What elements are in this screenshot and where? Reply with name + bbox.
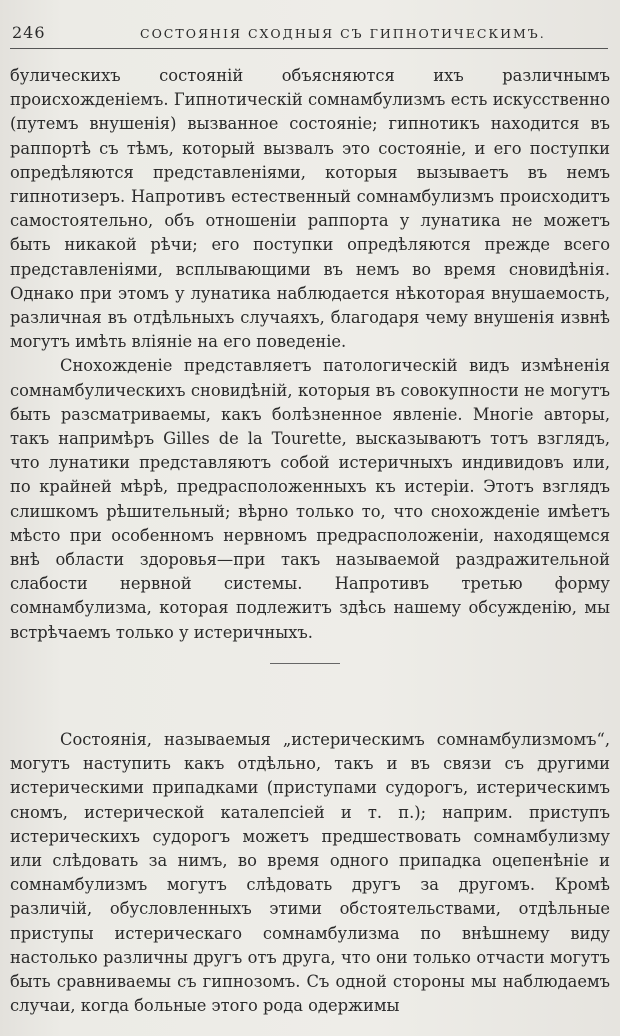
- page-header: [10, 20, 608, 49]
- paragraph-3: Состоянія, называемыя „истерическимъ сомнамбулизмомъ“, могутъ наступить какъ отдѣльно, такъ и въ связи съ другими истерическими припадками (приступами судорогъ, истерическимъ сномъ, истерической каталепсіей и т. п.); наприм. приступъ истерическихъ судорогъ можетъ предшествовать сомнамбулизму или слѣдовать за нимъ, во время одного припадка оцепенѣніе и сомнамбулизмъ могутъ слѣдовать другъ за другомъ. Кромѣ различій, обусловленныхъ этими обстоятельствами, отдѣльные приступы истерическаго сомнамбулизма по внѣшнему виду настолько различны другъ отъ друга, что они только отчасти могутъ быть сравниваемы съ гипнозомъ. Съ одной стороны мы наблюдаемъ случаи, когда больные этого рода одержимы: [10, 730, 610, 1016]
- section-divider: [270, 663, 340, 664]
- running-title: СОСТОЯНІЯ СХОДНЫЯ СЪ ГИПНОТИЧЕСКИМЪ.: [140, 26, 546, 41]
- page-number: 246: [12, 23, 46, 42]
- text-block-upper: [10, 64, 610, 645]
- text-block-lower: [10, 728, 610, 1018]
- paragraph-1: булическихъ состояній объясняются ихъ различнымъ происхожденіемъ. Гипнотическій сомнамбулизмъ есть искусственно (путемъ внушенія) вызванное состояніе; гипнотикъ находится въ раппортѣ съ тѣмъ, который вызвалъ это состояніе, и его поступки опредѣляются представленіями, которыя вызываетъ въ немъ гипнотизеръ. Напротивъ естественный сомнамбулизмъ происходитъ самостоятельно, объ отношеніи раппорта у лунатика не можетъ быть никакой рѣчи; его поступки опредѣляются прежде всего представленіями, всплывающими въ немъ во время сновидѣнія. Однако при этомъ у лунатика наблюдается нѣкоторая внушаемость, различная въ отдѣльныхъ случаяхъ, благодаря чему внушенія извнѣ могутъ имѣть вліяніе на его поведеніе.: [10, 66, 610, 352]
- paragraph-2: Снохожденіе представляетъ патологическій видъ измѣненія сомнамбулическихъ сновидѣній, которыя въ совокупности не могутъ быть разсматриваемы, какъ болѣзненное явленіе. Многіе авторы, такъ напримѣръ Gilles de la Tourette, высказываютъ тотъ взглядъ, что лунатики представляютъ собой истеричныхъ индивидовъ или, по крайней мѣрѣ, предрасположенныхъ къ истеріи. Этотъ взглядъ слишкомъ рѣшительный; вѣрно только то, что снохожденіе имѣетъ мѣсто при особенномъ нервномъ предрасположеніи, находящемся внѣ области здоровья—при такъ называемой раздражительной слабости нервной системы. Напротивъ третью форму сомнамбулизма, которая подлежитъ здѣсь нашему обсужденію, мы встрѣчаемъ только у истеричныхъ.: [10, 356, 610, 642]
